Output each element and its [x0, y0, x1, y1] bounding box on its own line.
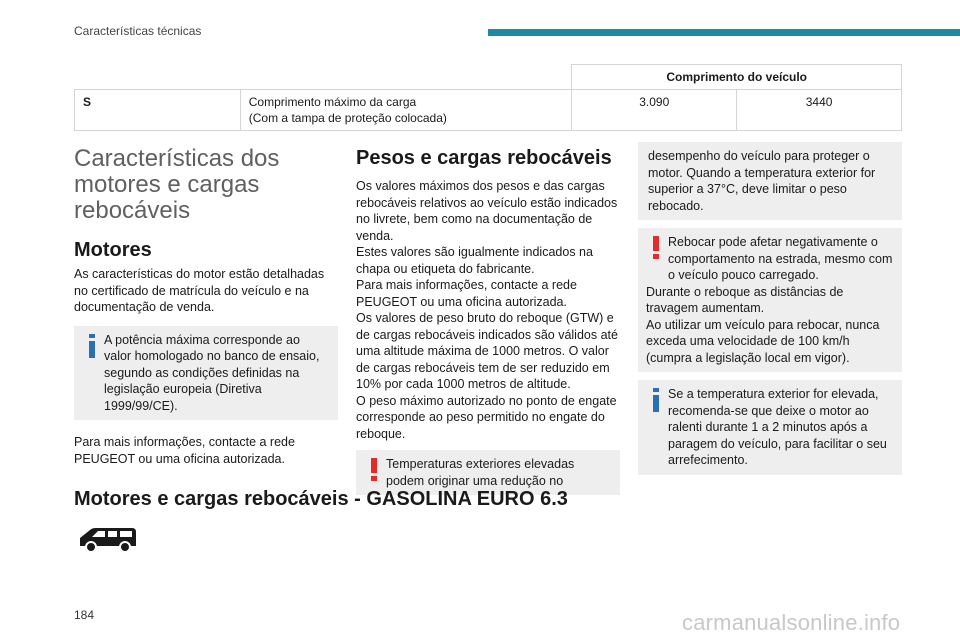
motors-heading: Motores	[74, 239, 152, 261]
info-icon	[648, 388, 664, 412]
weights-para4: Os valores de peso bruto do reboque (GTW) e de cargas rebocáveis indicados são válidos até uma altitude máxima de 1000 metros. O valor de cargas rebocáveis tem de ser reduzido em 10% por cada 1000 metros de altitude.	[356, 311, 618, 391]
weights-para2: Estes valores são igualmente indicados na chapa ou etiqueta do fabricante.	[356, 245, 593, 276]
weights-heading: Pesos e cargas rebocáveis	[356, 147, 612, 169]
warn-towing-line1: Rebocar pode afetar negativamente o comportamento na estrada, mesmo com o veículo pouco carregado.	[668, 235, 893, 282]
column-notes	[638, 142, 902, 475]
van-icon	[74, 522, 142, 554]
table-cell-value1: 3.090	[572, 90, 737, 131]
motors-text: As características do motor estão detalhadas no certificado de matrícula do veículo e na documentação de venda.	[74, 267, 325, 314]
info-note-power-text: A potência máxima corresponde ao valor homologado no banco de ensaio, segundo as condições definidas na legislação europeia (Diretiva 1999/99/CE).	[104, 332, 320, 413]
watermark: carmanualsonline.info	[682, 610, 901, 635]
column-engines	[74, 146, 338, 467]
info-note-cooling	[638, 380, 902, 475]
info-note-cooling-text: Se a temperatura exterior for elevada, recomenda-se que deixe o motor ao ralenti durante 1 a 2 minutos após a paragem do veículo, para facilitar o seu arrefecimento.	[668, 387, 887, 467]
column-weights	[356, 146, 620, 495]
weights-para1: Os valores máximos dos pesos e das cargas rebocáveis relativos ao veículo estão indicados no livrete, bem como na documentação de venda.	[356, 179, 618, 243]
info-note-power	[74, 326, 338, 421]
vehicle-length-table	[74, 64, 902, 131]
page-number: 184	[74, 608, 95, 622]
gasoline-section-title: Motores e cargas rebocáveis - GASOLINA EURO 6.3	[74, 488, 568, 510]
warn-note-temperature-text: Temperaturas exteriores elevadas podem originar uma redução no	[386, 457, 575, 488]
warn-note-continued	[638, 142, 902, 220]
weights-para3: Para mais informações, contacte a rede PEUGEOT ou uma oficina autorizada.	[356, 278, 577, 309]
warn-note-continued-text: desempenho do veículo para proteger o motor. Quando a temperatura exterior for superior a 37°C, deve limitar o peso rebocado.	[648, 149, 876, 213]
info-icon	[84, 334, 100, 358]
warn-towing-line3: Ao utilizar um veículo para rebocar, nunca exceda uma velocidade de 100 km/h (cumpra a legislação local em vigor).	[646, 317, 880, 365]
more-info-text: Para mais informações, contacte a rede PEUGEOT ou uma oficina autorizada.	[74, 435, 295, 466]
page-title: Características dos motores e cargas rebocáveis	[74, 145, 280, 224]
table-cell-value2: 3440	[737, 90, 902, 131]
section-header: Características técnicas	[74, 24, 202, 38]
table-desc-line1: Comprimento máximo da carga	[248, 95, 417, 109]
warning-icon	[366, 458, 382, 482]
table-row	[75, 90, 902, 131]
table-cell-code: S	[75, 90, 241, 131]
weights-para5: O peso máximo autorizado no ponto de engate corresponde ao peso permitido no engate do reboque.	[356, 393, 617, 441]
table-header-length: Comprimento do veículo	[572, 65, 902, 90]
table-cell-desc	[240, 90, 572, 131]
table-desc-line2: (Com a tampa de proteção colocada)	[248, 111, 447, 125]
warn-towing-line2: Durante o reboque as distâncias de travagem aumentam.	[646, 284, 844, 315]
table-empty-header	[75, 65, 572, 90]
header-accent-bar	[488, 29, 960, 36]
warn-note-towing	[638, 228, 902, 372]
warning-icon	[648, 236, 664, 260]
